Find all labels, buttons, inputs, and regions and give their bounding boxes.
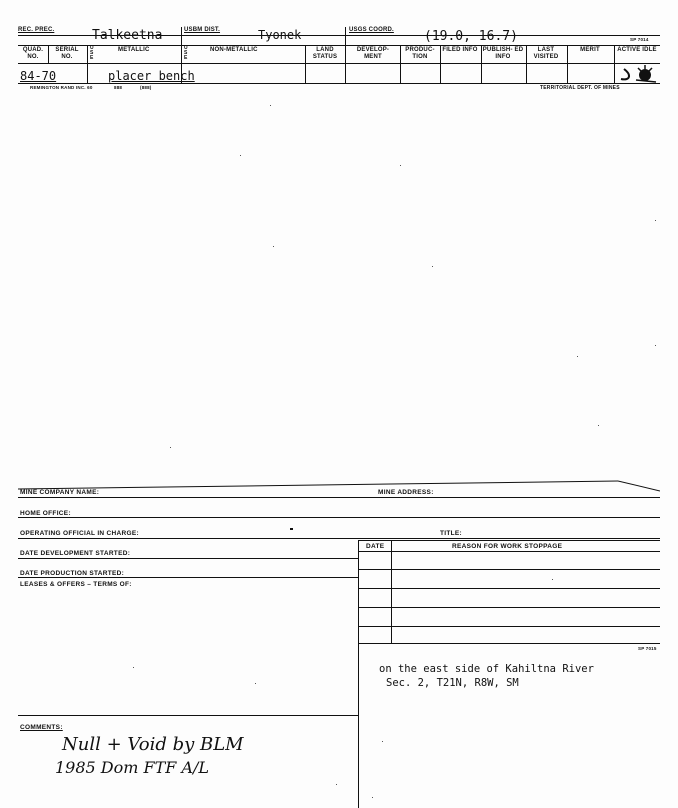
rule [358, 588, 660, 589]
rule [358, 626, 660, 627]
rule [18, 715, 358, 716]
active-idle-symbol [618, 65, 660, 83]
usbm-label: USBM DIST. [184, 27, 221, 33]
col-serial: SERIAL NO. [55, 47, 79, 60]
speck [336, 784, 337, 785]
usgs-label: USGS COORD. [349, 27, 394, 33]
header-bottom-rule [18, 83, 660, 84]
header-col-rule [18, 63, 660, 64]
location-line-1: on the east side of Kahiltna River [379, 663, 594, 675]
col-metallic: METALLIC [118, 47, 150, 53]
speck [655, 345, 656, 346]
date-development-label: DATE DEVELOPMENT STARTED: [20, 550, 131, 557]
divider [48, 45, 49, 63]
printer-note: REMINGTON RAND INC. 60 [30, 85, 93, 90]
rec-prec-value: Talkeetna [92, 28, 163, 43]
mine-company-name-label: MINE COMPANY NAME: [20, 489, 100, 496]
rule [18, 558, 358, 559]
speck [432, 266, 433, 267]
comments-line-2: 1985 Dom FTF A/L [55, 758, 210, 777]
home-office-label: HOME OFFICE: [20, 510, 71, 517]
rule [18, 517, 660, 518]
speck [552, 579, 553, 580]
reason-col-header: REASON FOR WORK STOPPAGE [452, 543, 563, 550]
usbm-value: Tyonek [258, 28, 302, 42]
speck [273, 246, 274, 247]
col-merit: MERIT [580, 47, 600, 53]
rule [358, 551, 660, 552]
rule [358, 607, 660, 608]
divider [358, 540, 359, 808]
location-line-2: Sec. 2, T21N, R8W, SM [386, 677, 519, 689]
col-production: PRODUC- TION [405, 47, 435, 60]
printer-code2: (888) [140, 85, 152, 90]
col-development: DEVELOP- MENT [356, 47, 390, 60]
speck [400, 165, 401, 166]
col-use: U S E [90, 45, 94, 61]
speck [255, 683, 256, 684]
rule [358, 643, 660, 644]
col-land-status: LAND STATUS [312, 47, 338, 60]
rule [358, 540, 660, 541]
speck [655, 220, 656, 221]
col-published-info: PUBLISH- ED INFO [482, 47, 524, 60]
header-mid-rule [18, 45, 660, 46]
title-label: TITLE: [440, 530, 463, 537]
col-last-visited: LAST VISITED [533, 47, 559, 60]
date-production-label: DATE PRODUCTION STARTED: [20, 570, 125, 577]
leases-offers-label: LEASES & OFFERS – TERMS OF: [20, 581, 132, 588]
col-active-idle: ACTIVE IDLE [617, 47, 657, 53]
speck [240, 155, 241, 156]
rec-prec-label: REC. PREC. [18, 27, 55, 33]
col-nonmetallic: NON-METALLIC [210, 47, 258, 53]
operating-official-label: OPERATING OFFICIAL IN CHARGE: [20, 530, 139, 537]
territorial-dept: TERRITORIAL DEPT. OF MINES [540, 85, 620, 91]
form-number-top: SP 7014 [630, 37, 649, 42]
mine-address-label: MINE ADDRESS: [378, 489, 434, 496]
speck [290, 528, 293, 530]
col-use2: U S E [184, 45, 188, 61]
rule [18, 577, 358, 578]
divider [87, 45, 88, 83]
rule [18, 497, 660, 498]
speck [382, 741, 383, 742]
speck [133, 667, 134, 668]
printer-code: 888 [114, 85, 123, 90]
comments-label: COMMENTS: [20, 724, 63, 731]
col-quad: QUAD. NO. [22, 47, 44, 60]
rule [358, 569, 660, 570]
form-number-bottom: SP 7015 [638, 646, 657, 651]
metallic-value: placer bench [108, 69, 195, 83]
divider [345, 27, 346, 83]
speck [372, 797, 373, 798]
col-filed-info: FILED INFO [442, 47, 478, 53]
serial-value: 84-70 [20, 69, 57, 83]
date-col-header: DATE [366, 543, 385, 550]
divider [391, 540, 392, 644]
comments-line-1: Null + Void by BLM [62, 734, 244, 755]
speck [270, 105, 271, 106]
usgs-value: (19.0, 16.7) [424, 29, 518, 44]
torn-edge-line [18, 475, 660, 495]
rule [18, 538, 660, 539]
speck [577, 356, 578, 357]
speck [598, 425, 599, 426]
speck [170, 447, 171, 448]
